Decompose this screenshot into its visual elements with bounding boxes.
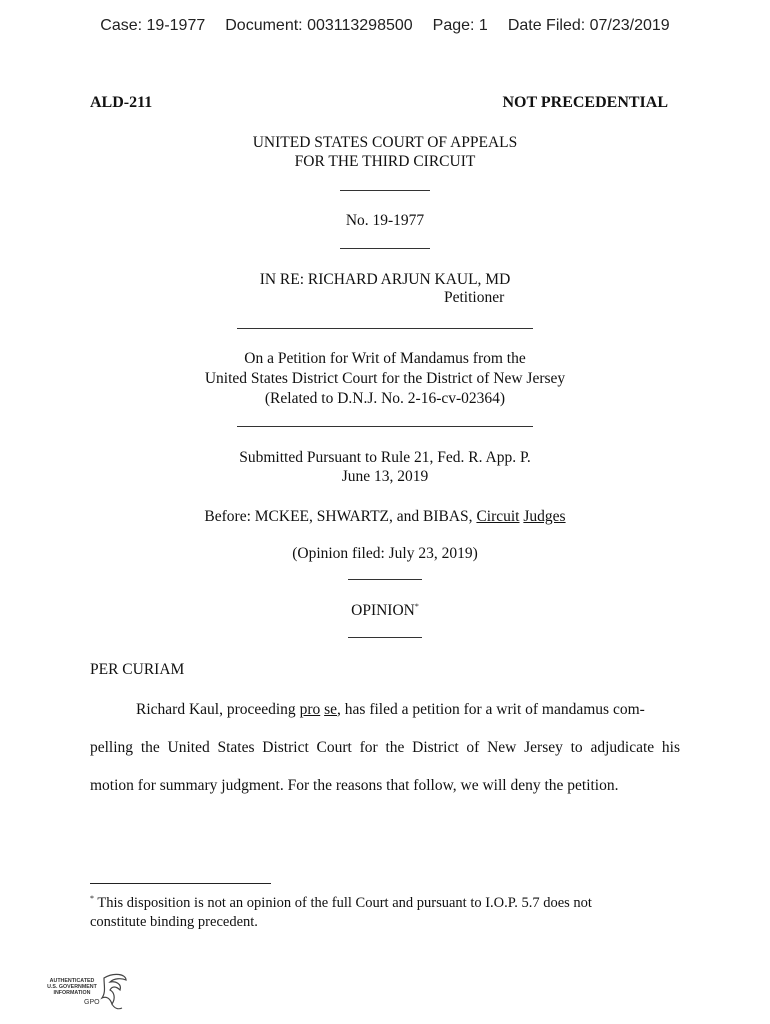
gpo-label: GPO [84, 999, 100, 1006]
opinion-title: OPINION [351, 602, 415, 620]
docket-number: No. 19-1977 [345, 212, 425, 229]
court-name-line2: FOR THE THIRD CIRCUIT [294, 153, 476, 170]
circuit-word: Circuit [476, 508, 520, 525]
panel-names: Before: MCKEE, SHWARTZ, and BIBAS, [204, 508, 477, 525]
panel-judges [0, 508, 770, 526]
document-number: Document: 003113298500 [225, 17, 413, 34]
submitted-line1: Submitted Pursuant to Rule 21, Fed. R. App. P. [239, 449, 531, 466]
eagle-icon [100, 972, 130, 1016]
pro-word: pro [299, 701, 321, 718]
body-line1: Richard Kaul, proceeding pro se, has filed a petition for a writ of mandamus com- [136, 701, 645, 718]
footnote-ref: * [414, 602, 419, 611]
case-caption: IN RE: RICHARD ARJUN KAUL, MD [259, 271, 511, 288]
footnote-line2: constitute binding precedent. [90, 914, 258, 930]
date-filed: Date Filed: 07/23/2019 [507, 17, 670, 34]
precedential-status: NOT PRECEDENTIAL [502, 94, 668, 111]
opinion-heading [0, 602, 770, 620]
gpo-authentication-seal [44, 972, 134, 1020]
separator-rule [0, 414, 770, 432]
footnote-line1: * This disposition is not an opinion of the full Court and pursuant to I.O.P. 5.7 does not [90, 894, 592, 911]
separator-rule [0, 178, 770, 196]
court-name-line1: UNITED STATES COURT OF APPEALS [252, 134, 518, 151]
judges-word: Judges [523, 508, 566, 525]
gpo-seal-text: AUTHENTICATED U.S. GOVERNMENT INFORMATION [47, 978, 97, 996]
case-number: Case: 19-1977 [100, 17, 206, 34]
per-curiam-label: PER CURIAM [90, 661, 185, 678]
petition-line1: On a Petition for Writ of Mandamus from the [244, 350, 526, 367]
body-line2: pelling the United States District Court for the District of New Jersey to adjudicate his [90, 739, 680, 756]
petition-line3: (Related to D.N.J. No. 2-16-cv-02364) [264, 390, 506, 407]
ald-number: ALD-211 [90, 94, 153, 111]
submitted-date: June 13, 2019 [341, 468, 429, 485]
filing-header [0, 17, 770, 35]
petitioner-role: Petitioner [444, 289, 505, 306]
separator-rule [0, 567, 770, 585]
separator-rule [0, 316, 770, 334]
separator-rule [0, 236, 770, 254]
page-number: Page: 1 [432, 17, 488, 34]
opinion-filed-date: (Opinion filed: July 23, 2019) [292, 545, 478, 562]
footnote-marker: * [90, 894, 94, 903]
separator-rule [0, 625, 770, 643]
petition-line2: United States District Court for the District of New Jersey [204, 370, 566, 387]
body-line3: motion for summary judgment. For the reasons that follow, we will deny the petition. [90, 777, 619, 794]
footnote-separator [90, 883, 271, 884]
se-word: se [324, 701, 338, 718]
